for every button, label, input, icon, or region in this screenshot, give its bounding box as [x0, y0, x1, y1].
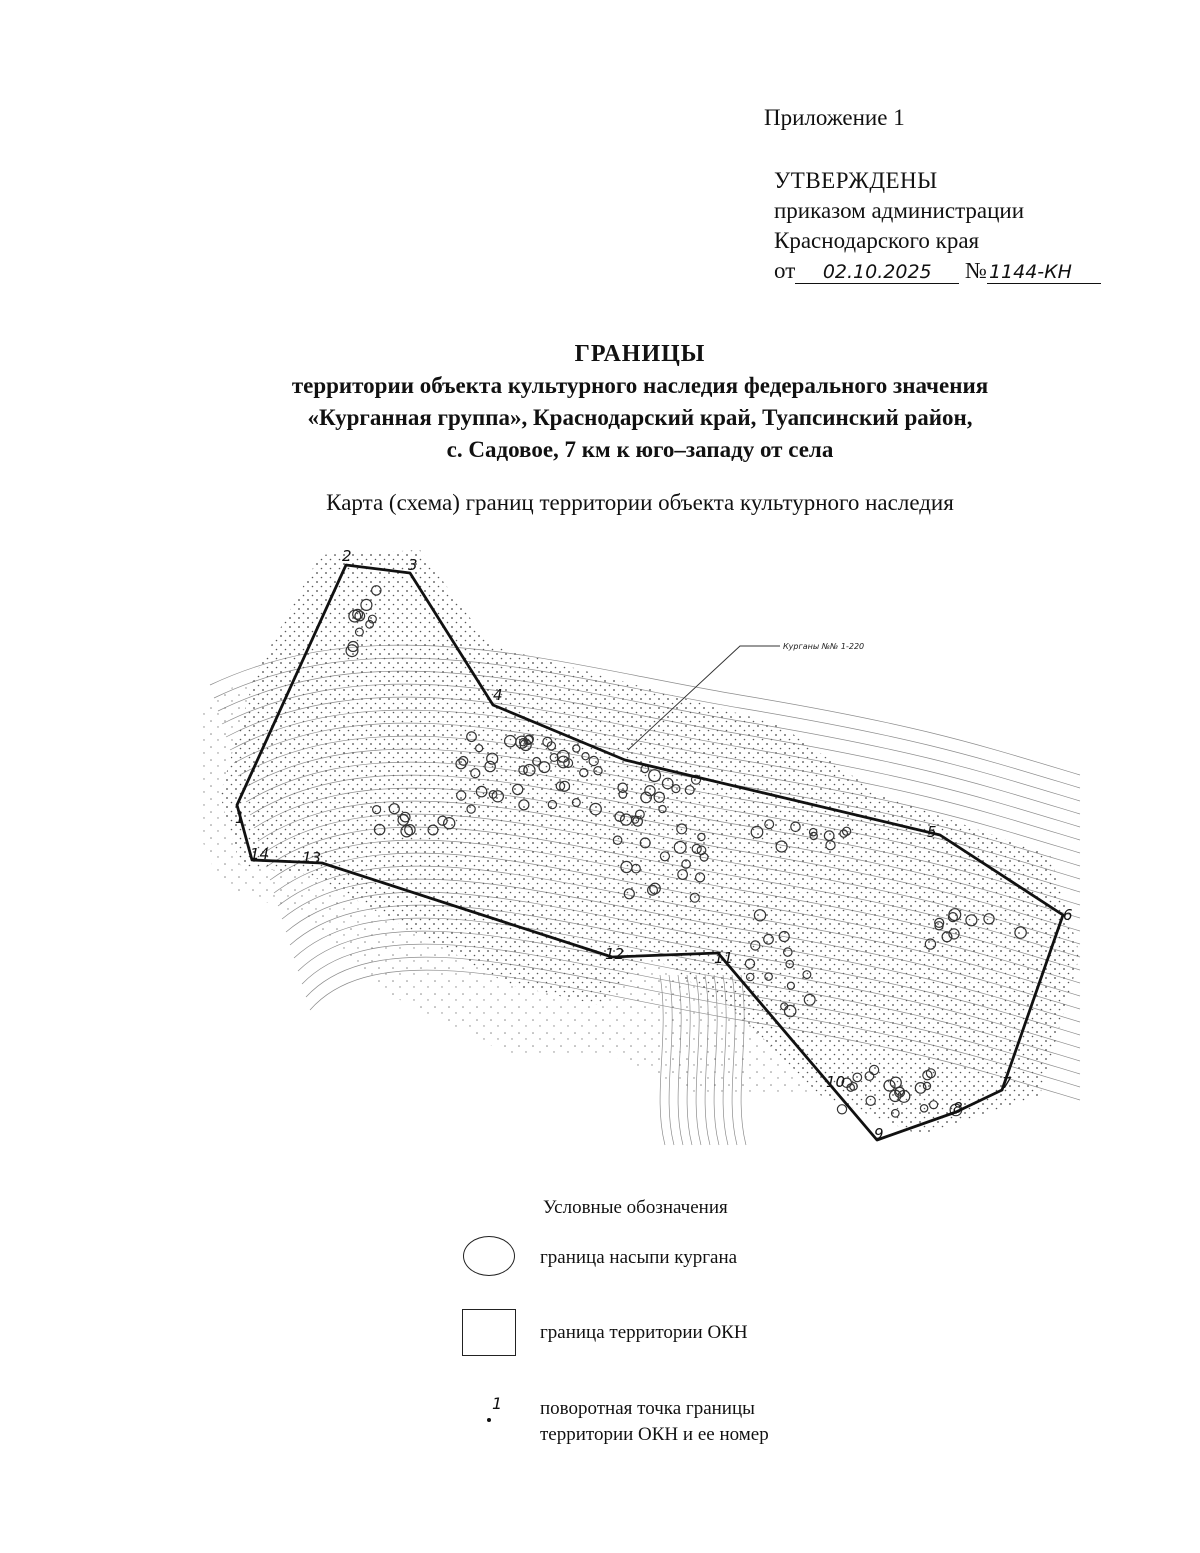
callout-label: Курганы №№ 1-220 — [783, 642, 865, 651]
legend-point-label-line-2: территории ОКН и ее номер — [540, 1424, 769, 1445]
title-line-4: с. Садовое, 7 км к юго–западу от села — [446, 437, 834, 462]
legend-point-label-line-1: поворотная точка границы — [540, 1398, 755, 1419]
point-label-13: 13 — [302, 849, 322, 867]
title-line-1: ГРАНИЦЫ — [574, 341, 706, 367]
legend-boundary-symbol — [462, 1309, 516, 1356]
legend-point-label — [540, 1396, 769, 1448]
point-label-11: 11 — [714, 949, 734, 967]
appendix-label: Приложение 1 — [764, 105, 905, 130]
point-label-6: 6 — [1063, 906, 1073, 924]
approval-date-line — [774, 256, 1101, 286]
legend-title: Условные обозначения — [543, 1197, 728, 1218]
from-prefix: от — [774, 258, 796, 283]
title-line-3: «Курганная группа», Краснодарский край, Туапсинский район, — [307, 405, 973, 430]
approved-heading: УТВЕРЖДЕНЫ — [774, 168, 938, 193]
legend-barrow-label: граница насыпи кургана — [540, 1247, 738, 1268]
number-prefix: № — [965, 258, 987, 283]
title-line-2: территории объекта культурного наследия федерального значения — [291, 373, 989, 398]
approval-line-3: Краснодарского края — [774, 228, 980, 253]
handwritten-number: 1144-КН — [987, 261, 1101, 284]
point-label-10: 10 — [826, 1073, 846, 1091]
point-label-3: 3 — [408, 556, 418, 574]
map-subtitle: Карта (схема) границ территории объекта культурного наследия — [326, 490, 954, 515]
approval-block — [774, 166, 1101, 286]
point-label-9: 9 — [874, 1125, 884, 1143]
legend-point-number: 1 — [492, 1394, 503, 1413]
point-label-5: 5 — [927, 823, 937, 841]
barrow-circle — [837, 1105, 846, 1114]
legend-boundary-label: граница территории ОКН — [540, 1322, 748, 1343]
legend-point-symbol — [480, 1393, 510, 1433]
point-label-12: 12 — [605, 945, 625, 963]
point-label-14: 14 — [250, 845, 270, 863]
point-label-7: 7 — [1002, 1074, 1012, 1092]
boundary-map — [180, 535, 1110, 1155]
point-label-4: 4 — [493, 686, 503, 704]
point-label-2: 2 — [342, 547, 352, 565]
point-label-1: 1 — [235, 809, 245, 827]
approval-line-2: приказом администрации — [774, 198, 1025, 223]
legend-barrow-symbol — [463, 1236, 515, 1276]
handwritten-date: 02.10.2025 — [795, 261, 959, 284]
point-label-8: 8 — [953, 1099, 963, 1117]
document-title — [0, 338, 1200, 466]
